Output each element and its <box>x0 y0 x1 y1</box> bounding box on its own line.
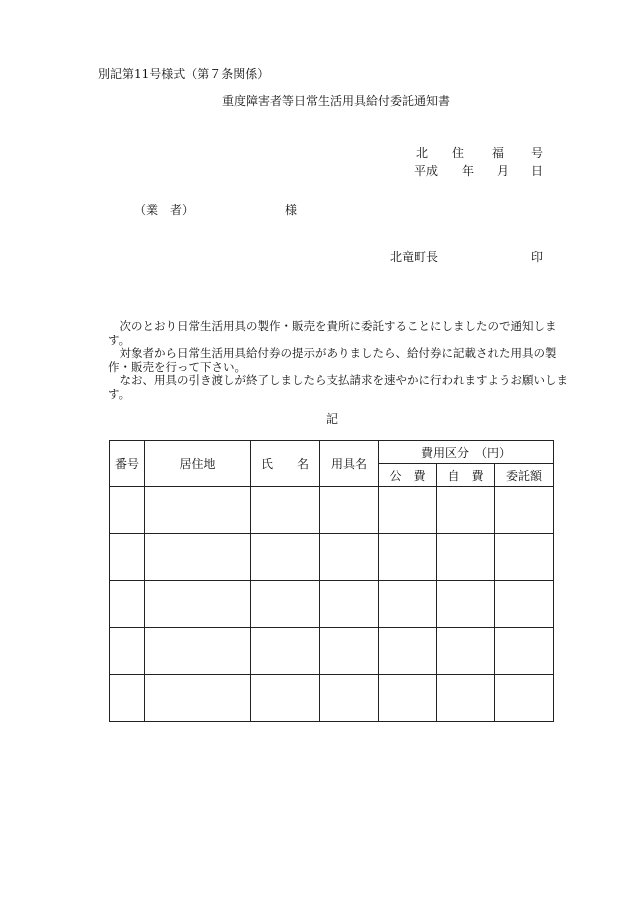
doc-number-char: 住 <box>452 146 465 160</box>
table-body <box>110 487 554 722</box>
form-label: 別記第11号様式（第７条関係） <box>98 67 270 81</box>
table-cell <box>110 628 145 675</box>
table-cell <box>145 487 251 534</box>
sender-title: 北竜町長 <box>390 250 439 264</box>
table-row <box>110 675 554 722</box>
table-cell <box>437 628 495 675</box>
table-cell <box>320 675 379 722</box>
table-cell <box>110 534 145 581</box>
header-device: 用具名 <box>320 441 379 487</box>
table-cell <box>251 628 320 675</box>
body-paragraph: なお、用具の引き渡しが終了しましたら支払請求を速やかに行われますようお願いします。 <box>108 373 568 401</box>
header-commission: 委託額 <box>495 464 554 487</box>
doc-number-char: 北 <box>416 146 429 160</box>
table-cell <box>437 675 495 722</box>
table-cell <box>145 581 251 628</box>
table-row <box>110 581 554 628</box>
table-cell <box>379 675 437 722</box>
table-cell <box>495 628 554 675</box>
table-cell <box>145 675 251 722</box>
document-title: 重度障害者等日常生活用具給付委託通知書 <box>222 94 451 108</box>
header-address: 居住地 <box>145 441 251 487</box>
table-row <box>110 628 554 675</box>
items-table <box>109 440 554 722</box>
addressee-honorific: 様 <box>285 203 298 217</box>
table-cell <box>495 487 554 534</box>
table-row <box>110 487 554 534</box>
header-name: 氏 名 <box>251 441 320 487</box>
doc-number-char: 号 <box>531 146 544 160</box>
seal-mark: 印 <box>531 250 544 264</box>
table-cell <box>320 534 379 581</box>
table-cell <box>495 581 554 628</box>
table-cell <box>145 534 251 581</box>
table-cell <box>320 628 379 675</box>
body-paragraph: 対象者から日常生活用具給付券の提示がありましたら、給付券に記載された用具の製作・販売を行って下さい。 <box>108 346 557 374</box>
body-paragraph: 次のとおり日常生活用具の製作・販売を貴所に委託することにしましたので通知します。 <box>108 319 557 347</box>
table-cell <box>437 534 495 581</box>
table-cell <box>251 581 320 628</box>
table-cell <box>110 487 145 534</box>
table-cell <box>495 675 554 722</box>
table-cell <box>379 628 437 675</box>
table-cell <box>110 581 145 628</box>
table-row <box>110 534 554 581</box>
ki-heading: 記 <box>326 412 339 426</box>
table-cell <box>379 581 437 628</box>
table-cell <box>145 628 251 675</box>
table-cell <box>320 581 379 628</box>
table-cell <box>110 675 145 722</box>
header-number: 番号 <box>110 441 145 487</box>
table-cell <box>379 534 437 581</box>
table-cell <box>251 487 320 534</box>
addressee-label: （業 者） <box>134 203 195 217</box>
table-cell <box>251 534 320 581</box>
table-cell <box>495 534 554 581</box>
date-month: 月 <box>497 164 510 178</box>
doc-number-char: 福 <box>492 146 505 160</box>
table-cell <box>437 487 495 534</box>
header-cost-group: 費用区分 （円） <box>379 441 554 464</box>
header-public: 公 費 <box>379 464 437 487</box>
table-cell <box>320 487 379 534</box>
date-day: 日 <box>531 164 544 178</box>
date-era: 平成 <box>414 164 439 178</box>
notice-body <box>108 320 568 401</box>
date-year: 年 <box>462 164 475 178</box>
table-cell <box>437 581 495 628</box>
table-cell <box>379 487 437 534</box>
table-cell <box>251 675 320 722</box>
header-self: 自 費 <box>437 464 495 487</box>
